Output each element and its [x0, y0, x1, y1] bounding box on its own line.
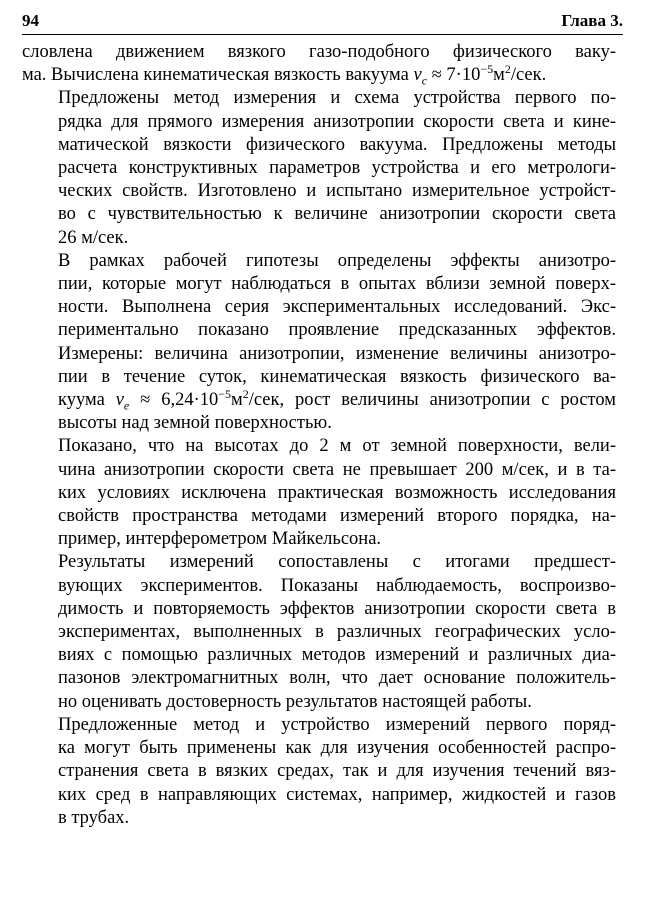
text-line: димость и повторяемость эффектов анизотропии скорости света в [58, 598, 616, 619]
text-line: чина анизотропии скорости света не превышает 200 м/сек, и в та- [58, 459, 616, 480]
running-header [22, 10, 623, 32]
text-line: ности. Выполнена серия экспериментальных исследований. Экс- [58, 297, 616, 318]
text-line: матической вязкости физического вакуума. Предложены методы [58, 134, 616, 155]
text-line: свойств пространства методами измерений второго порядка, на- [58, 506, 616, 527]
text-line: в трубах. [58, 807, 130, 828]
text-line: но оценивать достоверность результатов настоящей работы. [58, 691, 532, 712]
text-line: ка могут быть применены как для изучения особенностей распро- [58, 738, 616, 759]
text-line: высоты над земной поверхностью. [58, 413, 332, 434]
text-line: ких сред в направляющих системах, например, жидкостей и газов [58, 784, 616, 805]
text-line: виях с помощью различных методов измерений и различных диа- [58, 645, 616, 666]
paragraph [22, 250, 616, 436]
text-line: ма. Вычислена кинематическая вязкость вакуума $\nu_c \approx 7\cdot 10^{-5}м^2/сек$. [22, 62, 547, 88]
text-line: пример, интерферометром Майкельсона. [58, 529, 382, 550]
paragraph [22, 435, 616, 551]
paragraph [22, 41, 616, 87]
paragraph [22, 714, 616, 830]
text-line: ческих свойств. Изготовлено и испытано измерительное устройст- [58, 181, 616, 202]
header-rule [22, 34, 623, 35]
text-line: экспериментах, выполненных в различных географических усло- [58, 622, 616, 643]
text-line: Предложенные метод и устройство измерений первого поряд- [58, 714, 616, 735]
paragraph [22, 87, 616, 249]
text-line: расчета конструктивных параметров устройства и его метрологи- [58, 158, 616, 179]
text-line: Результаты измерений сопоставлены с итогами предшест- [58, 552, 616, 573]
text-line: во с чувствительностью к величине анизотропии скорости света [58, 204, 616, 225]
text-line: периментально показано проявление предсказанных эффектов. [58, 320, 616, 341]
text-line: куума $\nu_e \approx 6,24\cdot 10^{-5}м^2/сек$, рост величины анизотропии с ростом [58, 386, 616, 413]
text-line: словлена движением вязкого газо-подобного физического ваку- [22, 42, 616, 62]
text-line: вующих экспериментов. Показаны наблюдаемость, воспроизво- [58, 575, 616, 596]
page-number: 94 [22, 11, 39, 30]
page-body [22, 41, 616, 830]
text-line: 26 м/сек. [58, 227, 129, 248]
text-line: ких условиях исключена практическая возможность исследования [58, 482, 616, 503]
text-line: Измерены: величина анизотропии, изменение величины анизотро- [58, 343, 616, 364]
text-line: Предложены метод измерения и схема устройства первого по- [58, 88, 616, 109]
text-line: странения света в вязких средах, так и для изучения течений вяз- [58, 761, 616, 782]
text-line: Показано, что на высотах до 2 м от земной поверхности, вели- [58, 436, 616, 457]
paragraph [22, 551, 616, 713]
text-line: пии в течение суток, кинематическая вязкость физического ва- [58, 366, 616, 387]
chapter-title: Глава 3. [561, 11, 623, 30]
text-line: рядка для прямого измерения анизотропии скорости света и кине- [58, 111, 616, 132]
text-line: пии, которые могут наблюдаться в опытах вблизи земной поверх- [58, 274, 616, 295]
text-line: В рамках рабочей гипотезы определены эффекты анизотро- [58, 250, 616, 271]
text-line: пазонов электромагнитных волн, что дает основание положитель- [58, 668, 616, 689]
